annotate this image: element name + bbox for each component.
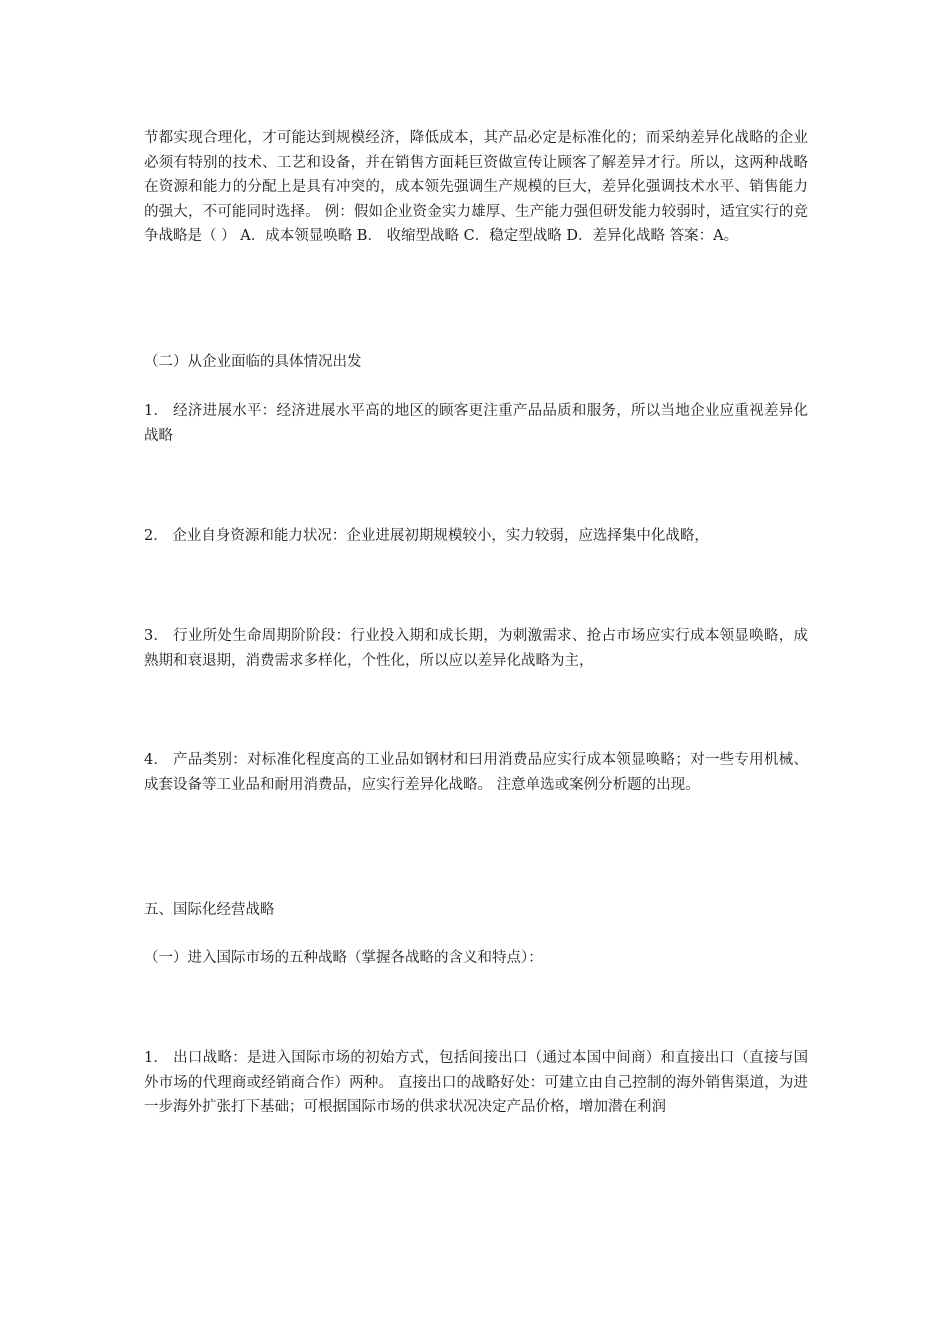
paragraph-product-category: 4． 产品类别：对标准化程度高的工业品如钢材和曰用消费品应实行成本领显唤略；对一些专用机械、成套设备等工业品和耐用消费品，应实行差异化战略。 注意单选或案例分析题的出现。 xyxy=(144,752,808,793)
paragraph-economic-level: 1． 经济进展水平：经济进展水平高的地区的顾客更注重产品品质和服务，所以当地企业应重视差异化战略 xyxy=(144,403,808,444)
heading-five-strategies: （一）进入国际市场的五种战略（掌握各战略的含义和特点）： xyxy=(144,950,543,966)
paragraph-export-strategy: 1． 出口战略：是进入国际市场的初始方式，包括间接出口（通过本国中间商）和直接出口（直接与国外市场的代理商或经销商合作）两种。 直接出口的战略好处：可建立由自己控制的海外销售渠道，为进一步海外扩张打下基础；可根据国际市场的供求状况决定产品价格，增加潜在利润 xyxy=(144,1050,808,1115)
heading-specific-situation: （二）从企业面临的具体情况出发 xyxy=(144,354,362,370)
heading-internationalization: 五、国际化经营战略 xyxy=(144,902,275,918)
paragraph-strategy-conflict: 节都实现合理化，才可能达到规模经济，降低成本，其产品必定是标准化的；而采纳差异化战略的企业必须有特别的技术、工艺和设备，并在销售方面耗巨资做宣传让顾客了解差异才行。所以，这两种战略在资源和能力的分配上是具有冲突的，成本领先强调生产规模的巨大，差异化强调技术水平、销售能力的强大，不可能同时选择。 例：假如企业资金实力雄厚、生产能力强但研发能力较弱时，适宜实行的竞争战略是（ ） A．成本领显唤略 B． 收缩型战略 C．稳定型战略 D．差异化战略 答案：A。 xyxy=(144,130,808,244)
paragraph-resources-capability: 2． 企业自身资源和能力状况：企业进展初期规模较小，实力较弱，应选择集中化战略， xyxy=(144,528,709,544)
paragraph-industry-lifecycle: 3． 行业所处生命周期阶阶段：行业投入期和成长期，为刺激需求、抢占市场应实行成本领显唤略，成熟期和衰退期，消费需求多样化，个性化，所以应以差异化战略为主， xyxy=(144,628,808,669)
